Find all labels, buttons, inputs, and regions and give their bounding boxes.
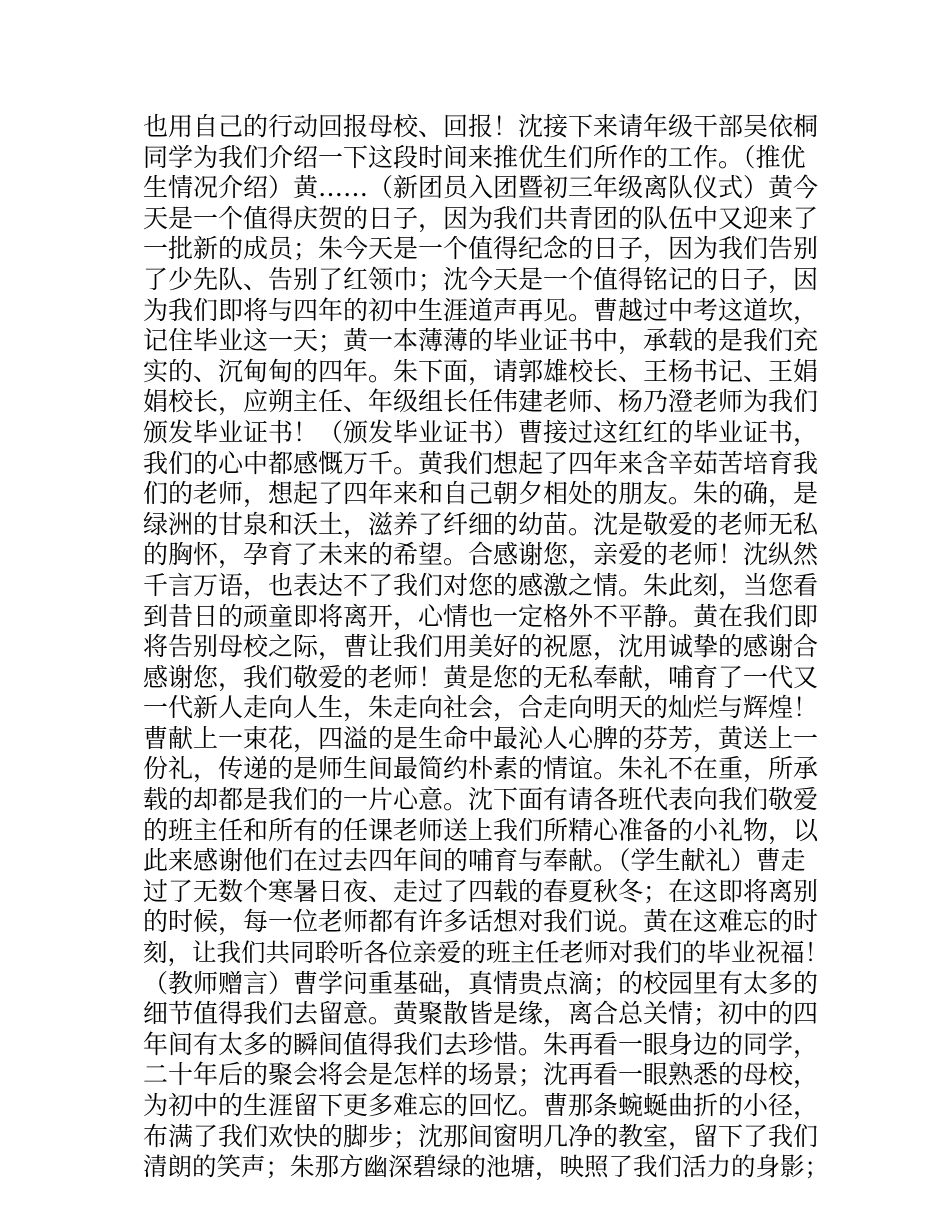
text-line: 颁发毕业证书！（颁发毕业证书）曹接过这红红的毕业证书， [143, 417, 819, 447]
text-line: 布满了我们欢快的脚步；沈那间窗明几净的教室，留下了我们 [143, 1121, 819, 1151]
text-line: 的班主任和所有的任课老师送上我们所精心准备的小礼物，以 [143, 815, 819, 845]
text-line: 为初中的生涯留下更多难忘的回忆。曹那条蜿蜒曲折的小径， [143, 1091, 819, 1120]
text-line: （教师赠言）曹学问重基础，真情贵点滴；的校园里有太多的 [143, 968, 819, 998]
text-line: 的时候，每一位老师都有许多话想对我们说。黄在这难忘的时 [143, 907, 819, 937]
text-line: 过了无数个寒暑日夜、走过了四载的春夏秋冬；在这即将离别 [143, 876, 819, 906]
text-line: 细节值得我们去留意。黄聚散皆是缘，离合总关情；初中的四 [143, 999, 819, 1029]
text-line: 到昔日的顽童即将离开，心情也一定格外不平静。黄在我们即 [143, 601, 819, 631]
text-line: 了少先队、告别了红领巾；沈今天是一个值得铭记的日子，因 [143, 264, 819, 294]
text-line: 的胸怀，孕育了未来的希望。合感谢您，亲爱的老师！沈纵然 [143, 540, 819, 570]
text-line: 清朗的笑声；朱那方幽深碧绿的池塘，映照了我们活力的身影； [143, 1152, 829, 1182]
text-line: 感谢您，我们敬爱的老师！黄是您的无私奉献，哺育了一代又 [143, 662, 819, 692]
text-line: 一代新人走向人生，朱走向社会，合走向明天的灿烂与辉煌！ [143, 693, 819, 723]
text-line: 娟校长，应朔主任、年级组长任伟建老师、杨乃澄老师为我们 [143, 387, 819, 417]
text-line: 一批新的成员；朱今天是一个值得纪念的日子，因为我们告别 [143, 234, 819, 264]
text-line: 为我们即将与四年的初中生涯道声再见。曹越过中考这道坎， [143, 295, 819, 325]
text-line: 曹献上一束花，四溢的是生命中最沁人心脾的芬芳，黄送上一 [143, 723, 819, 753]
text-line: 份礼，传递的是师生间最简约朴素的情谊。朱礼不在重，所承 [143, 754, 819, 784]
text-line: 我们的心中都感慨万千。黄我们想起了四年来含辛茹苦培育我 [143, 448, 819, 478]
text-line: 刻，让我们共同聆听各位亲爱的班主任老师对我们的毕业祝福！ [143, 938, 829, 968]
text-line: 将告别母校之际，曹让我们用美好的祝愿，沈用诚挚的感谢合 [143, 632, 819, 662]
text-line: 年间有太多的瞬间值得我们去珍惜。朱再看一眼身边的同学， [143, 1029, 819, 1059]
text-line: 绿洲的甘泉和沃土，滋养了纤细的幼苗。沈是敬爱的老师无私 [143, 509, 819, 539]
text-line: 同学为我们介绍一下这段时间来推优生们所作的工作。（推优 [143, 142, 806, 172]
text-line: 生情况介绍）黄……（新团员入团暨初三年级离队仪式）黄今 [143, 173, 819, 203]
text-line: 实的、沉甸甸的四年。朱下面，请郭雄校长、王杨书记、王娟 [143, 356, 819, 386]
text-line: 此来感谢他们在过去四年间的哺育与奉献。（学生献礼）曹走 [143, 846, 806, 876]
text-line: 载的却都是我们的一片心意。沈下面有请各班代表向我们敬爱 [143, 785, 819, 815]
text-line: 二十年后的聚会将会是怎样的场景；沈再看一眼熟悉的母校， [143, 1060, 819, 1090]
text-line: 千言万语，也表达不了我们对您的感激之情。朱此刻，当您看 [143, 570, 819, 600]
text-line: 也用自己的行动回报母校、回报！沈接下来请年级干部吴依桐 [143, 112, 819, 141]
text-line: 天是一个值得庆贺的日子，因为我们共青团的队伍中又迎来了 [143, 203, 819, 233]
body-text [143, 112, 829, 1183]
text-line: 记住毕业这一天；黄一本薄薄的毕业证书中，承载的是我们充 [143, 326, 819, 356]
text-line: 们的老师，想起了四年来和自己朝夕相处的朋友。朱的确，是 [143, 479, 819, 509]
